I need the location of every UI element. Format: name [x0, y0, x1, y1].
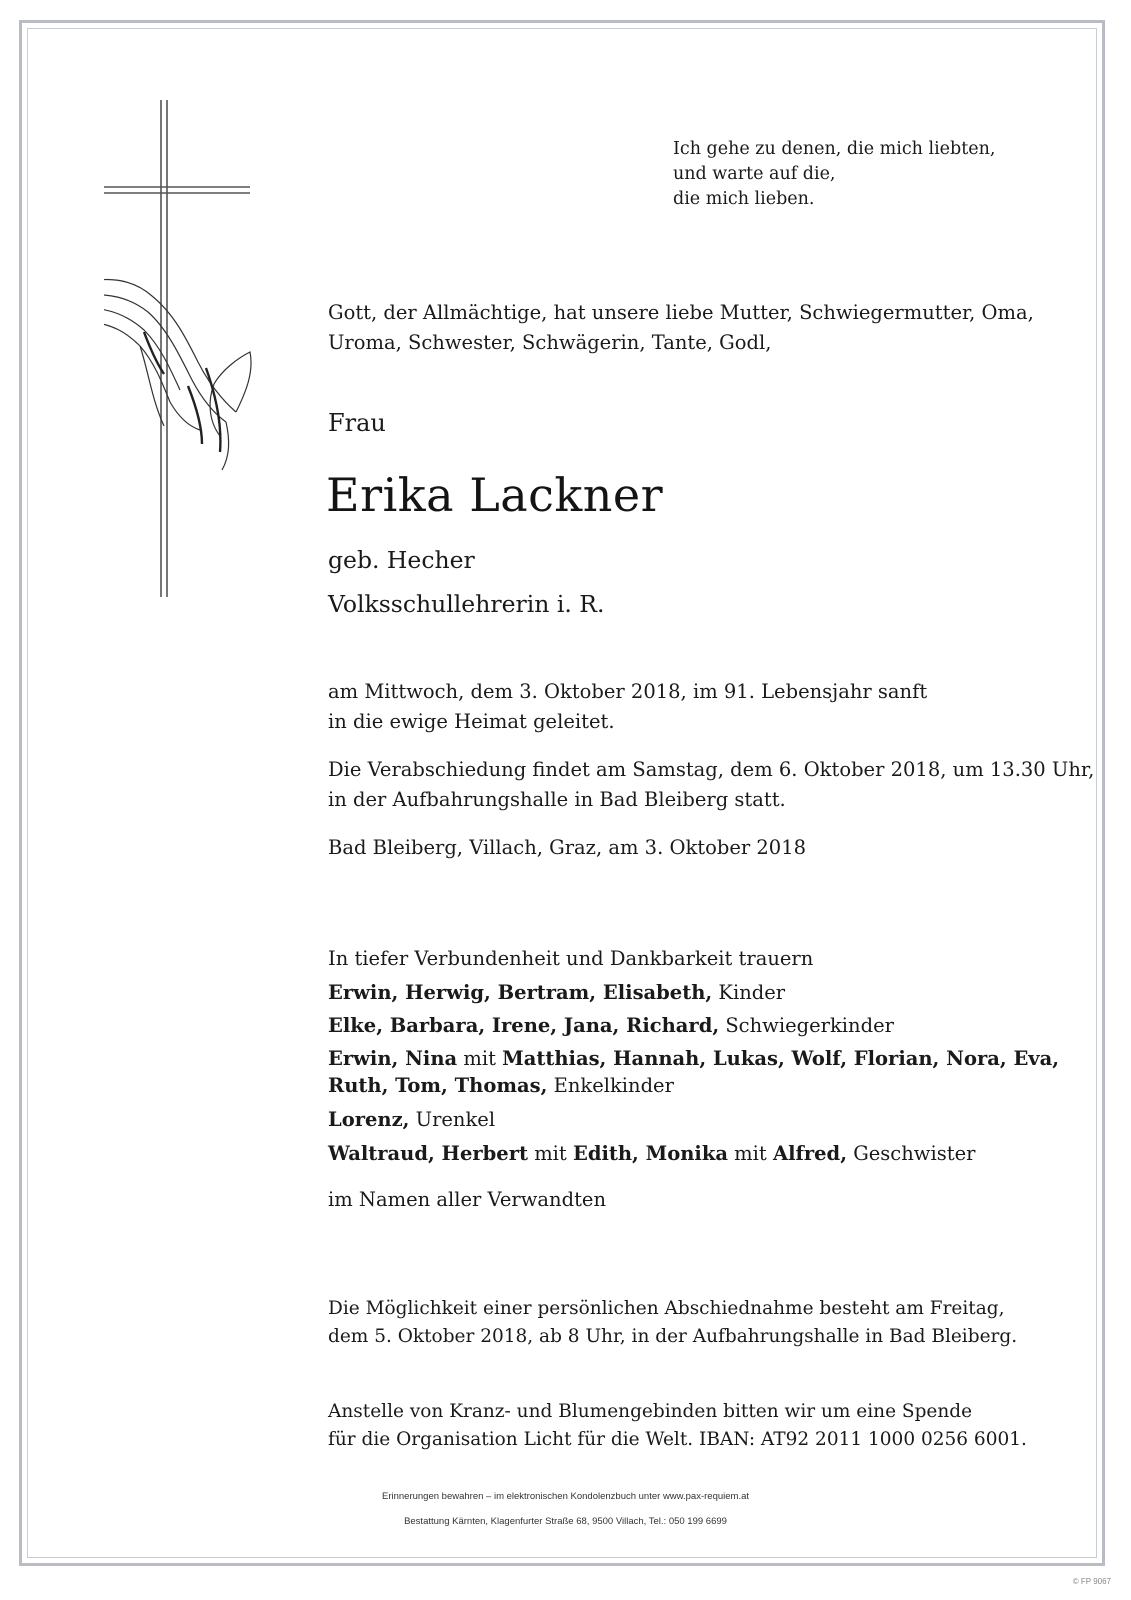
cross-with-praying-hands-icon [104, 100, 254, 620]
grandchildren-names-c: Ruth, Tom, Thomas, [328, 1074, 548, 1097]
great-grandchild-label: Urenkel [415, 1108, 496, 1131]
farewell-notice [328, 755, 1094, 815]
death-line-1: am Mittwoch, dem 3. Oktober 2018, im 91. Lebensjahr sanft [328, 680, 928, 703]
great-grandchild-line [328, 1105, 495, 1135]
siblings-mit-1: mit [534, 1142, 567, 1165]
announcement-intro [328, 298, 1034, 358]
siblings-names-c: Alfred, [772, 1142, 847, 1165]
print-code: © FP 9067 [1072, 1577, 1111, 1586]
viewing-line-1: Die Möglichkeit einer persönlichen Abschiednahme besteht am Freitag, [328, 1298, 1005, 1319]
memorial-motto [673, 137, 995, 212]
children-line [328, 978, 785, 1008]
siblings-names-a: Waltraud, Herbert [328, 1142, 528, 1165]
grandchildren-line-1 [328, 1044, 1059, 1074]
deceased-name: Erika Lackner [326, 468, 664, 522]
footer-condolence-link: Erinnerungen bewahren – im elektronischen Kondolenzbuch unter www.pax-requiem.at [381, 1491, 750, 1502]
deceased-title: Frau [328, 409, 386, 437]
siblings-names-b: Edith, Monika [572, 1142, 728, 1165]
grandchildren-names-a: Erwin, Nina [328, 1047, 458, 1070]
siblings-line [328, 1139, 975, 1169]
footer-funeral-home: Bestattung Kärnten, Klagenfurter Straße 68, 9500 Villach, Tel.: 050 199 6699 [404, 1516, 727, 1527]
donation-line-1: Anstelle von Kranz- und Blumengebinden bitten wir um eine Spende [328, 1401, 973, 1422]
all-relatives: im Namen aller Verwandten [328, 1188, 607, 1211]
great-grandchild-name: Lorenz, [328, 1108, 410, 1131]
mourners-intro: In tiefer Verbundenheit und Dankbarkeit trauern [328, 947, 814, 970]
motto-line-1: Ich gehe zu denen, die mich liebten, [673, 139, 996, 159]
grandchildren-names-b: Matthias, Hannah, Lukas, Wolf, Florian, Nora, Eva, [502, 1047, 1060, 1070]
siblings-mit-2: mit [734, 1142, 767, 1165]
donation-notice [328, 1398, 1027, 1454]
children-label: Kinder [718, 981, 786, 1004]
inlaws-names: Elke, Barbara, Irene, Jana, Richard, [328, 1014, 720, 1037]
profession: Volksschullehrerin i. R. [328, 590, 605, 618]
birth-name: geb. Hecher [328, 546, 475, 574]
inlaws-line [328, 1011, 894, 1041]
viewing-notice [328, 1295, 1017, 1351]
intro-line-2: Uroma, Schwester, Schwägerin, Tante, Godl, [328, 331, 772, 354]
grandchildren-label: Enkelkinder [553, 1074, 674, 1097]
praying-hands-icon [104, 280, 251, 470]
children-names: Erwin, Herwig, Bertram, Elisabeth, [328, 981, 713, 1004]
grandchildren-mit: mit [463, 1047, 496, 1070]
siblings-label: Geschwister [853, 1142, 976, 1165]
inlaws-label: Schwiegerkinder [725, 1014, 894, 1037]
viewing-line-2: dem 5. Oktober 2018, ab 8 Uhr, in der Aufbahrungshalle in Bad Bleiberg. [328, 1326, 1018, 1347]
grandchildren-line-2 [328, 1071, 674, 1101]
death-line-2: in die ewige Heimat geleitet. [328, 710, 615, 733]
intro-line-1: Gott, der Allmächtige, hat unsere liebe Mutter, Schwiegermutter, Oma, [328, 301, 1034, 324]
motto-line-2: und warte auf die, [673, 164, 836, 184]
donation-line-2: für die Organisation Licht für die Welt. IBAN: AT92 2011 1000 0256 6001. [328, 1429, 1027, 1450]
motto-line-3: die mich lieben. [673, 189, 815, 209]
farewell-line-1: Die Verabschiedung findet am Samstag, dem 6. Oktober 2018, um 13.30 Uhr, [328, 758, 1095, 781]
farewell-line-2: in der Aufbahrungshalle in Bad Bleiberg statt. [328, 788, 786, 811]
death-notice [328, 677, 927, 737]
place-and-date: Bad Bleiberg, Villach, Graz, am 3. Oktober 2018 [328, 836, 807, 859]
